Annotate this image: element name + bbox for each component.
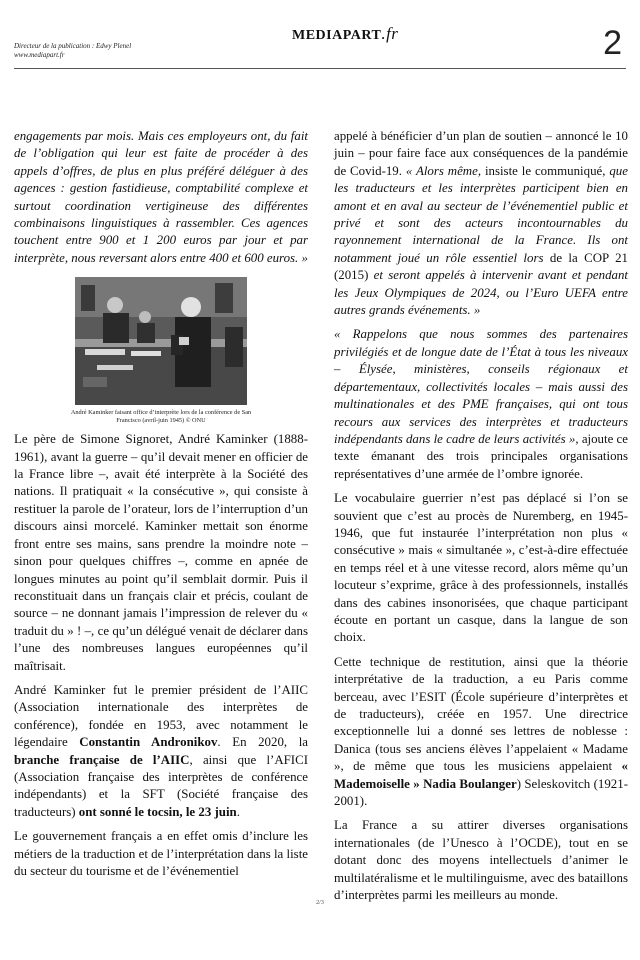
left-column: [14, 128, 308, 880]
mediapart-logo: [292, 24, 398, 44]
footer-page-count: 2/3: [316, 900, 324, 906]
page-header: [14, 20, 626, 74]
paragraph-plan-soutien: appelé à bénéficier d’un plan de soutien – annoncé le 10 juin – pour faire face aux conséquences de la pandémie de Covid-19. « Alors même, insiste le communiqué, que les traducteurs et les interprètes participent bien en amont et en aval au secteur de l’événementiel public et privé et sont des acteurs incontournables du rayonnement international de la France. Ils ont notamment joué un rôle essentiel lors de la COP 21 (2015) et seront appelés à intervenir avant et pendant les Jeux Olympiques de 2024, ou l’Euro UEFA entre autres grands événements. »: [334, 129, 628, 318]
paragraph-quote-agencies: engagements par mois. Mais ces employeurs ont, du fait de l’obligation qui leur est faite de procéder à des appels d’offres, de plus en plus préféré déléguer à des agences : gestion fastidieuse, comptabilité complexe et surtout coordination vertigineuse des différentes combinaisons linguistiques à rassembler. Ces agences touchent entre 900 et 1 200 euros par jour et par interprète, nous reversant alors entre 400 et 600 euros. »: [14, 129, 308, 265]
bold-boulanger: « Mademoiselle » Nadia Boulanger: [334, 759, 628, 791]
right-column: [334, 128, 628, 904]
director-line: Directeur de la publication : Edwy Plenel: [14, 42, 132, 50]
paragraph-kaminker: Le père de Simone Signoret, André Kaminker (1888-1961), avant la guerre – qu’il devait mener en officier de la France libre –, avait été interprète à la Société des nations. Il pratiquait « la consécutive », qui consiste à restituer la parole de l’orateur, lors de l’interruption d’un discours ainsi morcelé. Kaminker mettait son énorme front entre ses mains, sans prendre la moindre note – sinon pour quelques chiffres –, comme en apnée de longues minutes au point qu’il semblait dormir. Puis il reconstituait dans un français clair et précis, coulant de source – ne donnant jamais l’impression de relever du « traduit du » ! –, ce qu’un délégué venait de déclarer dans l’une des nombreuses langues européennes qu’il maîtrisait.: [14, 432, 308, 673]
publication-info: [14, 42, 131, 60]
bold-andronikov: Constantin Andronikov: [79, 735, 218, 750]
bold-branche: branche française de l’AIIC: [14, 752, 190, 767]
photo-caption: André Kaminker faisant office d’interprète lors de la conférence de San Francisco (avril-juin 1945) © ONU: [70, 409, 252, 425]
header-divider: [14, 68, 626, 69]
bold-tocsin: ont sonné le tocsin, le 23 juin: [78, 804, 237, 819]
kaminker-photo: [75, 277, 247, 405]
paragraph-esit: Cette technique de restitution, ainsi que la théorie interprétative de la traduction, a eu Paris comme berceau, avec l’ESIT (École supérieure d’interprètes et de traducteurs), créée en 1957. Une directrice exceptionnelle lui a donné ses lettres de noblesse : Danica (tous ses anciens élèves l’appelaient « Madame », de même que tous les musiciens appelaient « Mademoiselle » Nadia Boulanger) Seleskovitch (1921-2001).: [334, 654, 628, 809]
brand-main: MEDIAPART: [292, 28, 382, 43]
paragraph-gouvernement: Le gouvernement français a en effet omis d’inclure les métiers de la traduction et de l’interprétation dans la liste du secteur du tourisme et de l’événementiel: [14, 829, 308, 878]
paragraph-nuremberg: Le vocabulaire guerrier n’est pas déplacé si l’on se souvient que c’est au procès de Nuremberg, en 1945-1946, que fut instaurée l’interprétation non plus « consécutive » mais « simultanée », c’est-à-dire effectuée en temps réel et à une vitesse record, alors même qu’un locuteur s’exprime, grâce à des professionnels, installés dans des cabines insonorisées, que chaque participant écoute en portant un casque, dans la langue de son choix.: [334, 491, 628, 645]
site-url: www.mediapart.fr: [14, 51, 65, 59]
paragraph-partenaires: « Rappelons que nous sommes des partenaires privilégiés et de longue date de l’État à tous les niveaux – Élysée, ministères, conseils régionaux et départementaux, collectivités locales – mais aussi des multinationales et des PME françaises, qui ont tous recours aux services des interprètes et traducteurs indépendants dans le cadre de leurs activités », ajoute ce texte émanant des trois principales organisations représentatives d’une armée de l’ombre ignorée.: [334, 327, 628, 481]
page-number: 2: [603, 24, 622, 62]
paragraph-aiic: André Kaminker fut le premier président de l’AIIC (Association internationale des interprètes de conférence), fondée en 1953, avec notamment le légendaire Constantin Andronikov. En 2020, la branche française de l’AIIC, ainsi que l’AFICI (Association française des interprètes de conférence indépendants) et la SFT (Société française des traducteurs) ont sonné le tocsin, le 23 juin.: [14, 682, 308, 819]
brand-suffix: .fr: [381, 24, 399, 43]
paragraph-organisations: La France a su attirer diverses organisations internationales (de l’Unesco à l’OCDE), tout en se dotant donc des moyens intellectuels d’animer le multilatéralisme et le multilinguisme, avec des bataillons d’interprètes parmi les meilleurs au monde.: [334, 818, 628, 903]
photo-figure: [61, 277, 261, 425]
